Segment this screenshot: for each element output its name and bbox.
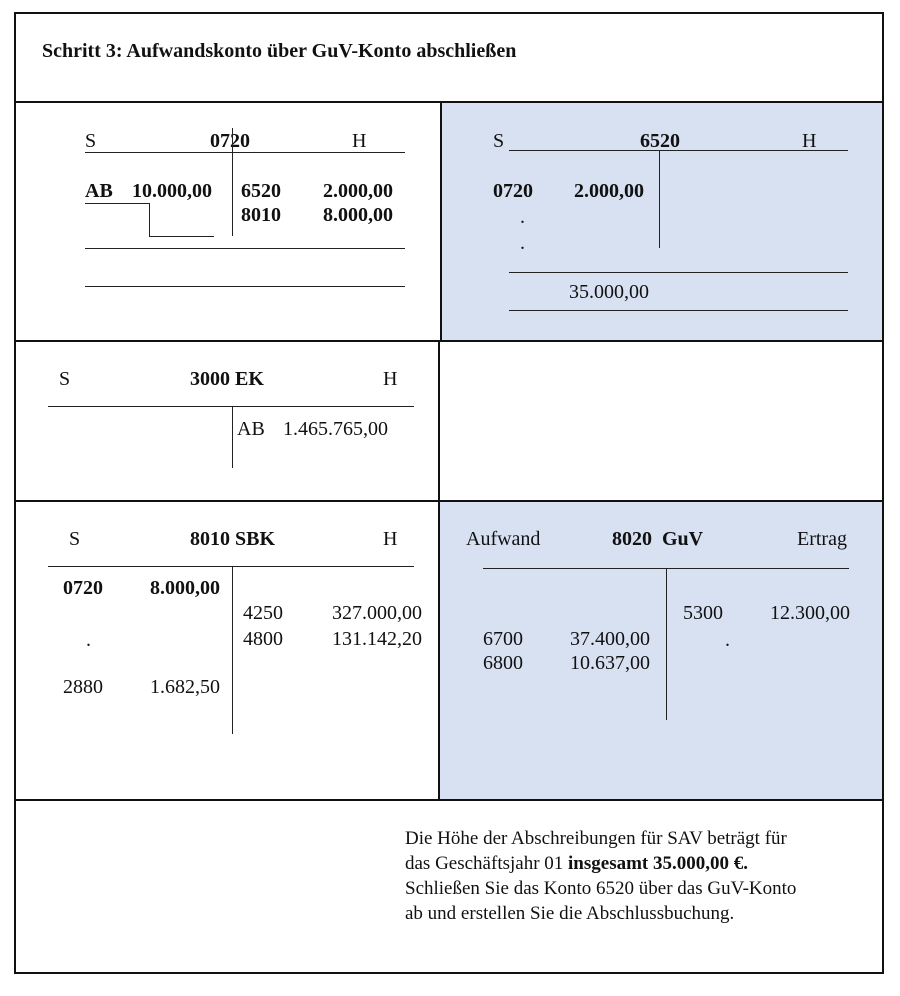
account-6520-total: 35.000,00 [569,281,649,303]
account-6520-dot-1: . [520,206,525,228]
task-line-2 [405,851,865,876]
account-6520-name: 6520 [640,130,680,152]
account-8010-credit-code-2: 4800 [243,628,283,650]
account-8020-debit-amount-1: 37.400,00 [570,628,650,650]
account-6520-debit-amount: 2.000,00 [574,180,644,202]
account-8020-h: Ertrag [797,528,847,550]
account-0720-credit-amount-1: 2.000,00 [323,180,393,202]
account-8020-debit-amount-2: 10.637,00 [570,652,650,674]
account-0720-divider [232,128,233,236]
account-0720-top-line [85,152,405,153]
grid-line-4 [14,799,884,801]
account-0720-name: 0720 [210,130,250,152]
account-8010-divider [232,566,233,734]
task-line-2-bold: insgesamt 35.000,00 €. [568,853,749,874]
task-line-4: ab und erstellen Sie die Abschlussbuchung. [405,903,735,924]
account-0720-h: H [352,130,367,152]
account-0720-bracket [149,203,150,236]
account-0720-sum-line-1 [85,248,405,249]
task-description [405,826,865,926]
account-8010-debit-amount-3: 1.682,50 [150,676,220,698]
page-title: Schritt 3: Aufwandskonto über GuV-Konto abschließen [42,40,517,62]
account-8010-debit-code-1: 0720 [63,577,103,599]
account-3000-top-line [48,406,414,407]
account-8020-credit-code-2: . [725,629,730,651]
account-8010-credit-amount-1: 327.000,00 [332,602,422,624]
grid-line-2 [14,340,884,342]
account-8010-credit-amount-2: 131.142,20 [332,628,422,650]
grid-line-3 [14,500,884,502]
account-8010-debit-code-3: 2880 [63,676,103,698]
account-0720-credit-code-1: 6520 [241,180,281,202]
account-0720-s: S [85,130,97,152]
account-0720-bracket-base [149,236,214,237]
account-8020-debit-code-1: 6700 [483,628,523,650]
account-3000-s: S [59,368,71,390]
account-8020-divider [666,568,667,720]
account-8010-name: 8010 SBK [190,528,276,550]
account-8010-debit-amount-1: 8.000,00 [150,577,220,599]
account-8010-top-line [48,566,414,567]
account-6520-divider [659,150,660,248]
grid-vline-top [440,101,442,341]
account-3000-divider [232,406,233,468]
account-8020-s: Aufwand [466,528,541,550]
account-0720-debit-amount: 10.000,00 [132,180,212,202]
task-line-3: Schließen Sie das Konto 6520 über das GuV-Konto [405,878,797,899]
account-0720-credit-amount-2: 8.000,00 [323,204,393,226]
task-line-2-text: das Geschäftsjahr 01 [405,853,569,874]
account-6520-sum-line-1 [509,272,848,273]
account-8010-s: S [69,528,81,550]
account-8010-credit-code-1: 4250 [243,602,283,624]
account-6520-top-line [509,150,848,151]
account-6520-s: S [493,130,505,152]
account-6520-sum-line-2 [509,310,848,311]
account-0720-underline [85,203,150,204]
account-8010-h: H [383,528,398,550]
grid-vline-bottom [438,340,440,800]
account-8020-credit-amount-1: 12.300,00 [770,602,850,624]
account-3000-credit-code: AB [237,418,265,440]
account-3000-credit-amount: 1.465.765,00 [283,418,388,440]
task-line-1: Die Höhe der Abschreibungen für SAV beträgt für [405,828,787,849]
account-3000-h: H [383,368,398,390]
account-0720-credit-code-2: 8010 [241,204,281,226]
account-6520-debit-code: 0720 [493,180,533,202]
account-8020-credit-code-1: 5300 [683,602,723,624]
account-8020-debit-code-2: 6800 [483,652,523,674]
account-3000-name: 3000 EK [190,368,264,390]
grid-line-1 [14,101,884,103]
account-8010-debit-code-2: . [86,629,91,651]
account-6520-h: H [802,130,817,152]
account-8020-name: 8020 GuV [612,528,704,550]
account-6520-dot-2: . [520,232,525,254]
account-0720-sum-line-2 [85,286,405,287]
account-0720-debit-code: AB [85,180,113,202]
